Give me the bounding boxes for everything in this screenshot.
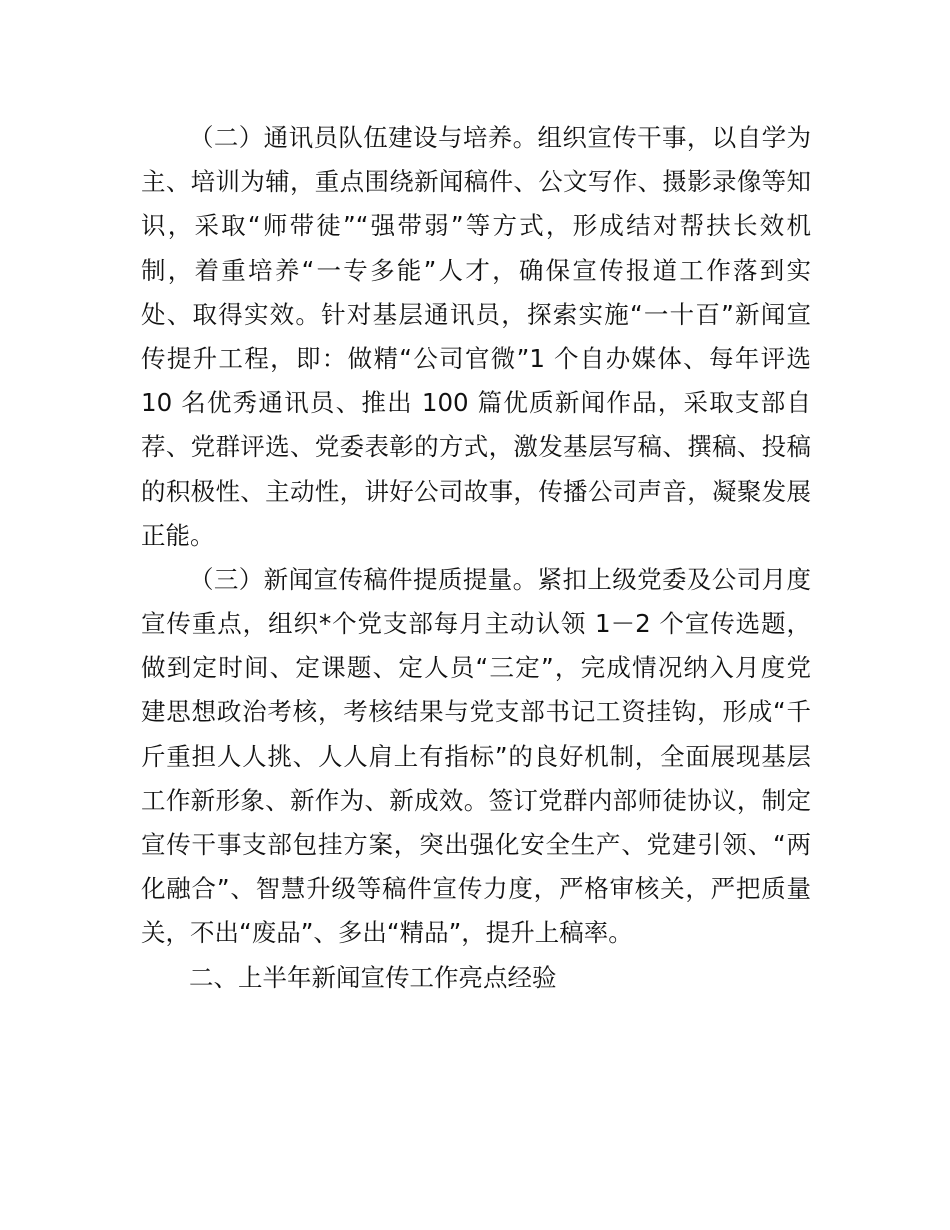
text-line: 化融合”、智慧升级等稿件宣传力度，严格审核关，严把质量 bbox=[141, 874, 811, 904]
paragraph-correspondent-team bbox=[141, 116, 811, 558]
text-line: 斤重担人人挑、人人肩上有指标”的良好机制，全面展现基层 bbox=[141, 741, 811, 771]
text-line: 宣传干事支部包挂方案，突出强化安全生产、党建引领、“两 bbox=[141, 830, 811, 859]
text-line: 荐、党群评选、党委表彰的方式，激发基层写稿、撰稿、投稿 bbox=[141, 432, 811, 462]
text-line: 宣传重点，组织*个党支部每月主动认领 1－2 个宣传选题， bbox=[141, 609, 811, 639]
text-line: 传提升工程，即：做精“公司官微”1 个自办媒体、每年评选 bbox=[141, 343, 811, 373]
text-line: 识，采取“师带徒”“强带弱”等方式，形成结对帮扶长效机 bbox=[141, 211, 811, 241]
text-line: （二）通讯员队伍建设与培养。组织宣传干事，以自学为 bbox=[189, 123, 811, 152]
text-line: 制，着重培养“一专多能”人才，确保宣传报道工作落到实 bbox=[141, 255, 811, 285]
text-line: 关，不出“废品”、多出“精品”，提升上稿率。 bbox=[141, 918, 633, 948]
section-heading bbox=[141, 956, 811, 1000]
text-line: 处、取得实效。针对基层通讯员，探索实施“一十百”新闻宣 bbox=[141, 299, 811, 329]
text-line: 主、培训为辅，重点围绕新闻稿件、公文写作、摄影录像等知 bbox=[141, 167, 811, 197]
text-line: 正能。 bbox=[141, 520, 215, 550]
text-line: 10 名优秀通讯员、推出 100 篇优质新闻作品，采取支部自 bbox=[141, 388, 811, 418]
text-line: 建思想政治考核，考核结果与党支部书记工资挂钩，形成“千 bbox=[141, 697, 811, 727]
text-line: 的积极性、主动性，讲好公司故事，传播公司声音，凝聚发展 bbox=[141, 476, 811, 506]
paragraph-news-quality bbox=[141, 558, 811, 956]
text-line: （三）新闻宣传稿件提质提量。紧扣上级党委及公司月度 bbox=[189, 564, 811, 594]
text-line: 工作新形象、新作为、新成效。签订党群内部师徒协议，制定 bbox=[141, 785, 811, 815]
text-line: 做到定时间、定课题、定人员“三定”，完成情况纳入月度党 bbox=[141, 653, 811, 683]
heading-text: 二、上半年新闻宣传工作亮点经验 bbox=[189, 962, 557, 992]
document-body bbox=[141, 116, 811, 1000]
